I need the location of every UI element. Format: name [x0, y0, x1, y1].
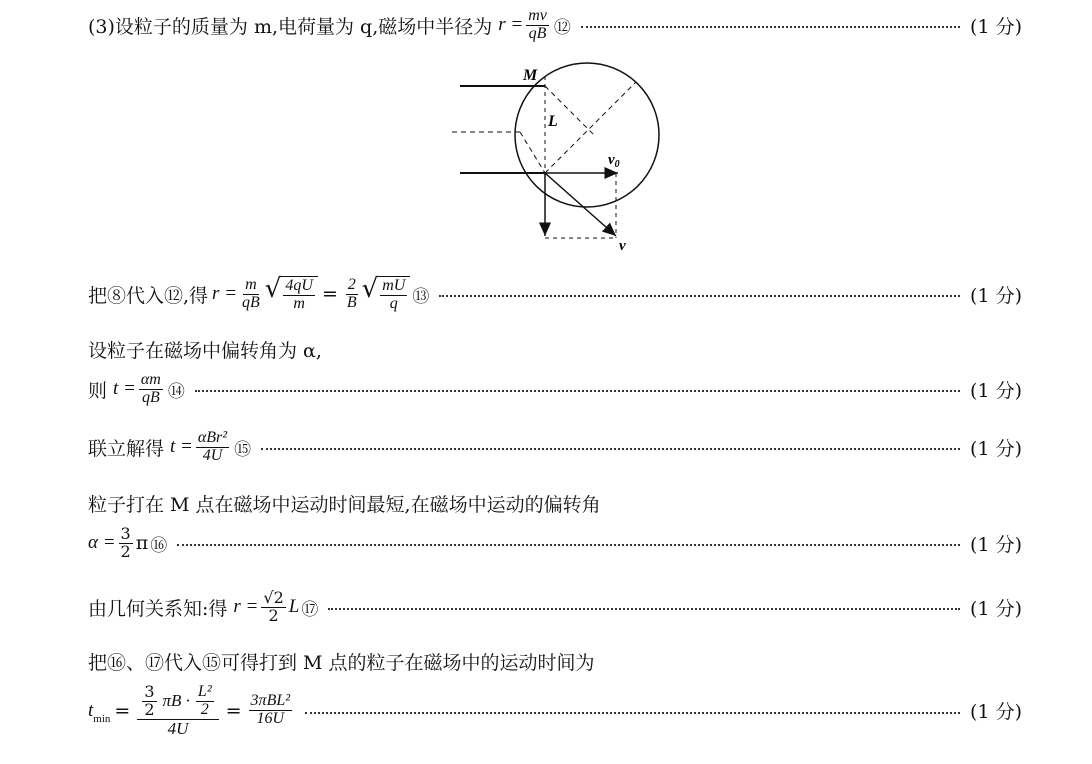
numerator-middle: πB · — [162, 691, 190, 711]
fraction-numerator: L² — [197, 683, 212, 700]
fraction-denominator: qB — [242, 293, 260, 311]
fraction-denominator: 2 — [268, 605, 279, 625]
label-v0: $v_0$ — [608, 152, 620, 170]
score-label: (1 分) — [970, 379, 1022, 402]
square-root: √ $\frac{mU}{q}$ — [362, 276, 411, 313]
fraction-denominator: B — [346, 293, 357, 311]
line-text: 粒子打在 M 点在磁场中运动时间最短,在磁场中运动的偏转角 — [88, 494, 601, 516]
line-substitute-time — [88, 648, 1022, 675]
fraction — [240, 277, 262, 312]
fraction — [139, 372, 163, 407]
equation-number: ⑰ — [301, 599, 319, 620]
leader-dots — [195, 390, 960, 392]
fraction-denominator: qB — [528, 24, 547, 42]
equation-lhs: α = — [88, 532, 116, 554]
score-label: (1 分) — [970, 701, 1022, 724]
fraction — [345, 277, 359, 312]
pi-symbol: π — [135, 532, 149, 555]
line-text: (3)设粒子的质量为 m,电荷量为 q,磁场中半径为 — [88, 15, 493, 38]
equals-sign: = — [114, 699, 131, 722]
fraction-numerator: m — [245, 276, 257, 293]
fraction-denominator: qB — [141, 388, 160, 406]
score-label: (1 分) — [970, 284, 1022, 307]
score-label: (1 分) — [970, 15, 1022, 38]
fraction-denominator: 4U — [202, 446, 223, 464]
fraction-numerator: mU — [382, 277, 406, 294]
fraction-denominator: m — [293, 294, 305, 312]
dashed-line — [520, 132, 545, 173]
fraction — [196, 684, 214, 719]
equals-sign: = — [321, 283, 338, 306]
equation-lhs: t = — [113, 378, 136, 400]
fraction — [119, 526, 133, 561]
fraction-denominator: 2 — [144, 699, 155, 719]
fraction — [283, 278, 315, 313]
fraction — [196, 430, 229, 465]
line-text: 联立解得 — [88, 437, 165, 460]
fraction-denominator: 2 — [200, 700, 209, 718]
equation-lhs: r = — [233, 596, 259, 618]
field-circle — [515, 63, 659, 207]
fraction — [526, 8, 549, 43]
fraction-numerator: 3πBL² — [250, 692, 291, 710]
fraction-numerator: 3 — [120, 524, 131, 543]
equation-number: ⑯ — [150, 535, 168, 556]
line-geometry — [88, 590, 1022, 625]
variable-L: L — [288, 596, 300, 618]
fraction-numerator: 3 — [144, 682, 155, 701]
equation-lhs: $t_{min}$ — [88, 699, 111, 725]
fraction — [249, 693, 292, 728]
fraction-denominator: 2 — [120, 541, 131, 561]
line-text: 由几何关系知:得 — [88, 597, 228, 620]
line-alpha-value — [88, 526, 1022, 561]
square-root: √ $\frac{4qU}{m}$ — [265, 276, 318, 313]
leader-dots — [581, 26, 960, 28]
line-deflection-angle — [88, 336, 1022, 363]
fraction — [142, 684, 156, 719]
fraction-numerator: √2 — [263, 588, 284, 607]
magnetic-field-diagram — [450, 58, 680, 258]
line-text: 把⑧代入⑫,得 — [88, 284, 209, 307]
line-shortest-time — [88, 490, 1022, 517]
equation-number: ⑫ — [553, 17, 571, 38]
line-radius-formula — [88, 8, 1022, 43]
fraction-numerator: 4qU — [285, 277, 313, 294]
fraction-numerator: 2 — [347, 276, 356, 293]
leader-dots — [439, 295, 960, 297]
fraction-denominator: q — [389, 294, 398, 312]
label-v: v — [619, 238, 626, 254]
equation-number: ⑭ — [167, 381, 185, 402]
label-L: L — [548, 113, 558, 130]
fraction-numerator: mv — [528, 7, 547, 24]
line-substitute-radius — [88, 276, 1022, 313]
fraction-denominator: 4U — [167, 718, 189, 738]
fraction-denominator: 16U — [256, 710, 285, 728]
line-combined-solution — [88, 430, 1022, 465]
leader-dots — [261, 448, 960, 450]
line-text: 把⑯、⑰代入⑮可得打到 M 点的粒子在磁场中的运动时间为 — [88, 652, 595, 674]
compound-fraction — [137, 684, 218, 737]
line-time-formula — [88, 372, 1022, 407]
leader-dots — [177, 544, 960, 546]
label-M: M — [523, 67, 538, 84]
fraction-numerator: αm — [140, 371, 161, 388]
equation-number: ⑬ — [412, 286, 430, 307]
line-text: 则 — [88, 379, 108, 402]
fraction-numerator: αBr² — [197, 429, 228, 446]
fraction — [261, 590, 285, 625]
equals-sign: = — [225, 699, 242, 722]
equation-lhs: r = — [212, 283, 238, 305]
equation-number: ⑮ — [234, 439, 252, 460]
fraction — [380, 278, 407, 313]
leader-dots — [328, 608, 960, 610]
equation-lhs: r = — [498, 14, 524, 36]
score-label: (1 分) — [970, 437, 1022, 460]
line-min-time — [88, 684, 1022, 737]
line-text: 设粒子在磁场中偏转角为 α, — [88, 340, 322, 362]
dashed-diameter — [545, 82, 636, 173]
equation-lhs: t = — [170, 436, 193, 458]
score-label: (1 分) — [970, 533, 1022, 556]
score-label: (1 分) — [970, 597, 1022, 620]
leader-dots — [305, 712, 960, 714]
